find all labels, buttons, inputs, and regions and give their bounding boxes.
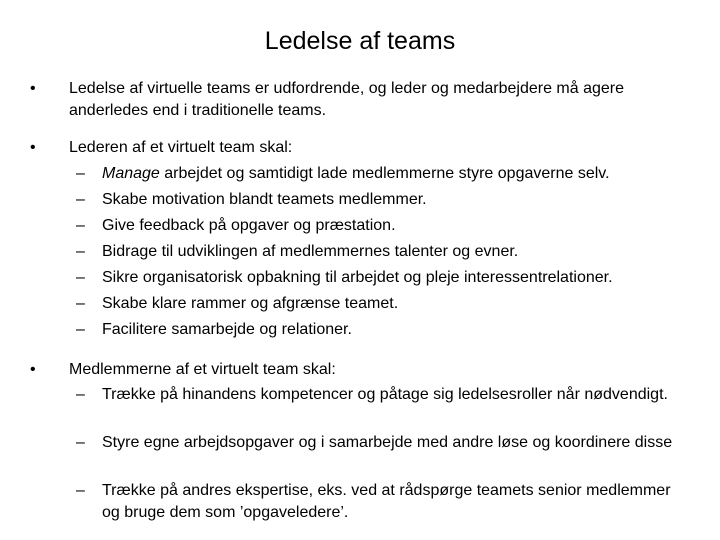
bullet-dot: • bbox=[30, 80, 36, 97]
sub-item-text: Skabe motivation blandt teamets medlemmer. bbox=[102, 191, 427, 208]
dash-marker: – bbox=[76, 386, 85, 403]
sub-item-text: Bidrage til udviklingen af medlemmernes talenter og evner. bbox=[102, 243, 519, 260]
bullet-dot: • bbox=[30, 139, 36, 156]
bullet-text: Lederen af et virtuelt team skal: bbox=[69, 139, 293, 156]
sub-item-text: Sikre organisatorisk opbakning til arbejdet og pleje interessentrelationer. bbox=[102, 269, 613, 286]
sub-item-text: Styre egne arbejdsopgaver og i samarbejde med andre løse og koordinere disse bbox=[102, 434, 673, 451]
sub-item-text: Trække på hinandens kompetencer og påtage sig ledelsesroller når nødvendigt. bbox=[102, 386, 668, 403]
dash-marker: – bbox=[76, 321, 85, 338]
sub-item-text: Trække på andres ekspertise, eks. ved at rådspørge teamets senior medlemmer og bruge dem som ’opgaveledere’. bbox=[102, 482, 671, 521]
dash-marker: – bbox=[76, 243, 85, 260]
sub-item-text: Facilitere samarbejde og relationer. bbox=[102, 321, 352, 338]
sub-item-rest: arbejdet og samtidigt lade medlemmerne styre opgaverne selv. bbox=[159, 165, 610, 182]
bullet-dot: • bbox=[30, 361, 36, 378]
sub-item-text: Skabe klare rammer og afgrænse teamet. bbox=[102, 295, 399, 312]
bullet-text: Medlemmerne af et virtuelt team skal: bbox=[69, 361, 336, 378]
dash-marker: – bbox=[76, 191, 85, 208]
dash-marker: – bbox=[76, 165, 85, 182]
dash-marker: – bbox=[76, 434, 85, 451]
sub-item-text bbox=[102, 163, 692, 185]
dash-marker: – bbox=[76, 295, 85, 312]
dash-marker: – bbox=[76, 269, 85, 286]
sub-item-text: Give feedback på opgaver og præstation. bbox=[102, 217, 396, 234]
dash-marker: – bbox=[76, 217, 85, 234]
dash-marker: – bbox=[76, 482, 85, 499]
slide-title: Ledelse af teams bbox=[264, 27, 456, 55]
bullet-text: Ledelse af virtuelle teams er udfordrende, og leder og medarbejdere må agere anderledes end i traditionelle teams. bbox=[69, 80, 624, 119]
sub-item-emphasis: Manage bbox=[102, 165, 160, 182]
